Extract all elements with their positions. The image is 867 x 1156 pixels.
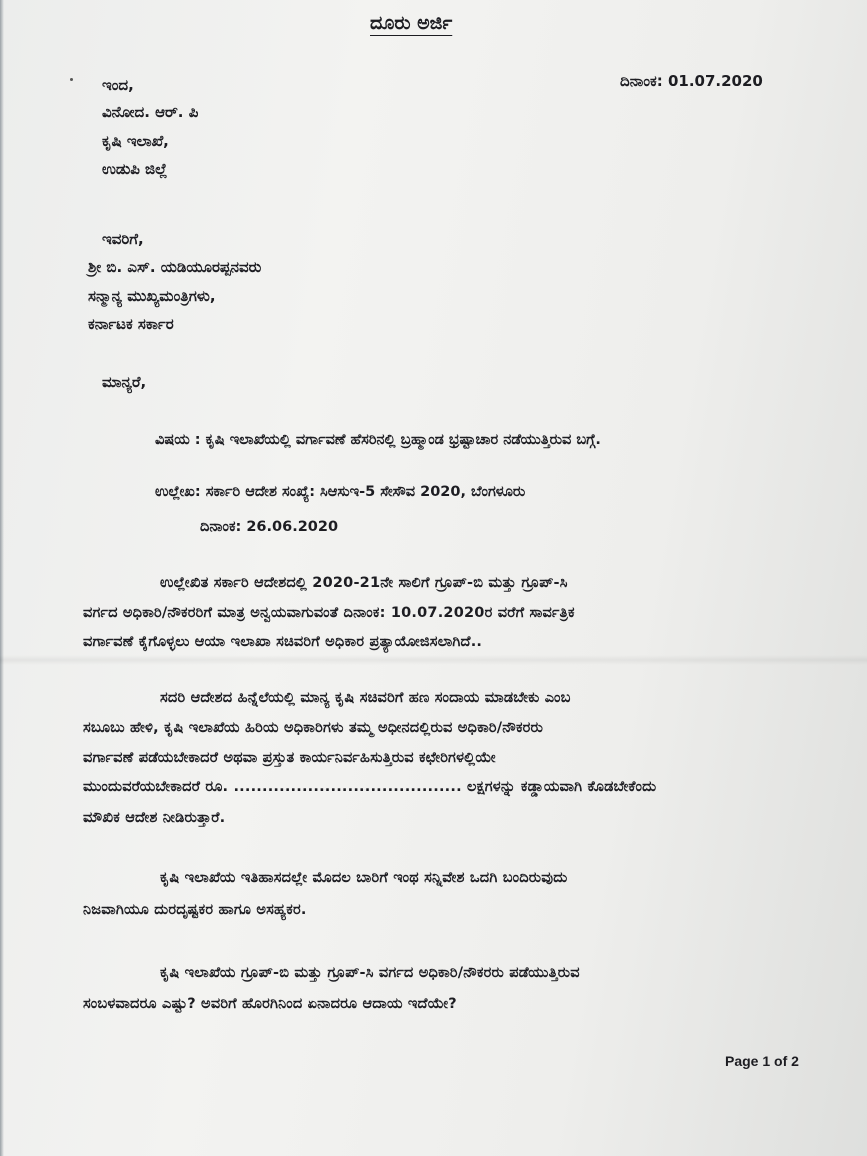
recipient-post: ಸನ್ಮಾನ್ಯ ಮುಖ್ಯಮಂತ್ರಿಗಳು, — [88, 287, 216, 305]
sender-department: ಕೃಷಿ ಇಲಾಖೆ, — [102, 132, 169, 150]
paragraph-line: ವರ್ಗದ ಅಧಿಕಾರಿ/ನೌಕರರಿಗೆ ಮಾತ್ರ ಅನ್ವಯವಾಗುವಂತೆ ದಿನಾಂಕ: 10.07.2020ರ ವರೆಗೆ ಸಾರ್ವತ್ರಿಕ — [83, 605, 575, 621]
from-label: ಇಂದ, — [102, 76, 134, 94]
letter-date: ದಿನಾಂಕ: 01.07.2020 — [620, 72, 763, 90]
letter-title: ದೂರು ಅರ್ಜಿ — [370, 12, 453, 34]
paragraph-line: ಮೌಖಿಕ ಆದೇಶ ನೀಡಿರುತ್ತಾರೆ. — [83, 810, 226, 826]
to-label: ಇವರಿಗೆ, — [102, 230, 144, 248]
paper-fold — [0, 655, 867, 665]
paragraph-line: ನಿಜವಾಗಿಯೂ ದುರದೃಷ್ಟಕರ ಹಾಗೂ ಅಸಹ್ಯಕರ. — [83, 902, 307, 918]
paragraph-line: ವರ್ಗಾವಣೆ ಕೈಗೊಳ್ಳಲು ಆಯಾ ಇಲಾಖಾ ಸಚಿವರಿಗೆ ಅಧಿಕಾರ ಪ್ರತ್ಯಾಯೋಜಿಸಲಾಗಿದೆ.. — [83, 634, 483, 650]
ink-speck — [70, 78, 73, 81]
subject-line: ವಿಷಯ : ಕೃಷಿ ಇಲಾಖೆಯಲ್ಲಿ ವರ್ಗಾವಣೆ ಹೆಸರಿನಲ್ಲಿ ಬ್ರಹ್ಮಾಂಡ ಭ್ರಷ್ಟಾಚಾರ ನಡೆಯುತ್ತಿರುವ ಬಗ್ಗೆ. — [155, 432, 601, 448]
paragraph-line: ಸಬೂಬು ಹೇಳಿ, ಕೃಷಿ ಇಲಾಖೆಯ ಹಿರಿಯ ಅಧಿಕಾರಿಗಳು ತಮ್ಮ ಅಧೀನದಲ್ಲಿರುವ ಅಧಿಕಾರಿ/ನೌಕರರು — [83, 720, 544, 736]
page-number: Page 1 of 2 — [725, 1053, 799, 1069]
reference-line-1: ಉಲ್ಲೇಖ: ಸರ್ಕಾರಿ ಆದೇಶ ಸಂಖ್ಯೆ: ಸಿಆಸುಇ-5 ಸೇಸೌವ 2020, ಬೆಂಗಳೂರು — [155, 484, 526, 500]
paragraph-line: ವರ್ಗಾವಣೆ ಪಡೆಯಬೇಕಾದರೆ ಅಥವಾ ಪ್ರಸ್ತುತ ಕಾರ್ಯನಿರ್ವಹಿಸುತ್ತಿರುವ ಕಛೇರಿಗಳಲ್ಲಿಯೇ — [83, 750, 496, 766]
reference-line-2: ದಿನಾಂಕ: 26.06.2020 — [200, 519, 339, 535]
paragraph-line: ಸದರಿ ಆದೇಶದ ಹಿನ್ನೆಲೆಯಲ್ಲಿ ಮಾನ್ಯ ಕೃಷಿ ಸಚಿವರಿಗೆ ಹಣ ಸಂದಾಯ ಮಾಡಬೇಕು ಎಂಬ — [160, 690, 571, 706]
paragraph-line: ಮುಂದುವರೆಯಬೇಕಾದರೆ ರೂ. ........................................ ಲಕ್ಷಗಳನ್ನು ಕಡ್ಡಾಯವಾಗಿ ಕೊಡಬೇಕೆಂದು — [83, 779, 657, 795]
paragraph-line: ಕೃಷಿ ಇಲಾಖೆಯ ಗ್ರೂಪ್-ಬಿ ಮತ್ತು ಗ್ರೂಪ್-ಸಿ ವರ್ಗದ ಅಧಿಕಾರಿ/ನೌಕರರು ಪಡೆಯುತ್ತಿರುವ — [160, 965, 580, 981]
paragraph-line: ಕೃಷಿ ಇಲಾಖೆಯ ಇತಿಹಾಸದಲ್ಲೇ ಮೊದಲ ಬಾರಿಗೆ ಇಂಥ ಸನ್ನಿವೇಶ ಒದಗಿ ಬಂದಿರುವುದು — [160, 870, 568, 886]
paragraph-line: ಸಂಬಳವಾದರೂ ಎಷ್ಟು? ಅವರಿಗೆ ಹೊರಗಿನಿಂದ ಏನಾದರೂ ಆದಾಯ ಇದೆಯೇ? — [83, 996, 457, 1012]
recipient-name: ಶ್ರೀ ಬಿ. ಎಸ್. ಯಡಿಯೂರಪ್ಪನವರು — [88, 258, 262, 276]
salutation: ಮಾನ್ಯರೆ, — [102, 373, 147, 391]
paper-edge-shadow — [0, 0, 4, 1156]
recipient-government: ಕರ್ನಾಟಕ ಸರ್ಕಾರ — [88, 315, 174, 333]
sender-district: ಉಡುಪಿ ಜಿಲ್ಲೆ — [102, 160, 168, 178]
paragraph-line: ಉಲ್ಲೇಖಿತ ಸರ್ಕಾರಿ ಆದೇಶದಲ್ಲಿ 2020-21ನೇ ಸಾಲಿಗೆ ಗ್ರೂಪ್-ಬಿ ಮತ್ತು ಗ್ರೂಪ್-ಸಿ — [160, 575, 568, 591]
sender-name: ವಿನೋದ. ಆರ್. ಪಿ — [102, 103, 199, 121]
